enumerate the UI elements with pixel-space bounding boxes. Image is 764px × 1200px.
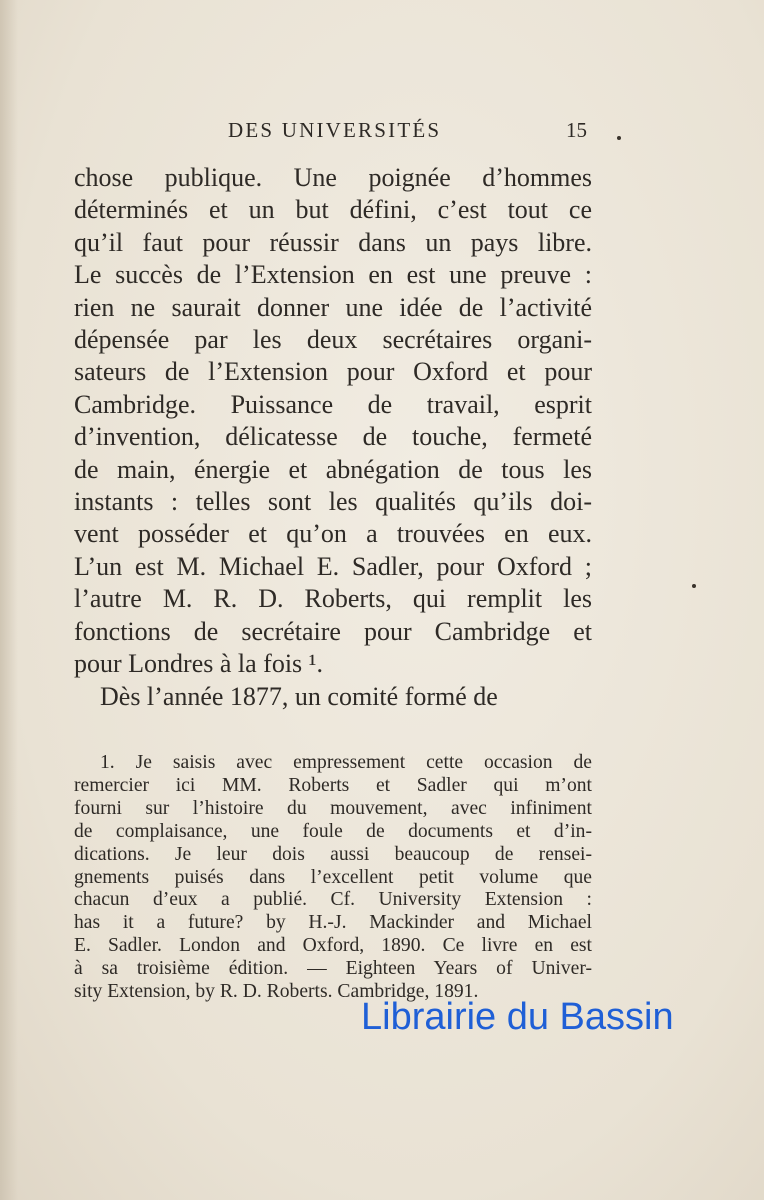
- footnote-line: remercier ici MM. Roberts et Sadler qui m’ont: [74, 774, 592, 796]
- text-line: chose publique. Une poignée d’hommes: [74, 163, 592, 192]
- text-line: fonctions de secrétaire pour Cambridge et: [74, 616, 592, 646]
- footnote-line: dications. Je leur dois aussi beaucoup de rensei-: [74, 843, 592, 865]
- text-line: Dès l’année 1877, un comité formé de: [100, 681, 498, 711]
- text-line: de main, énergie et abnégation de tous les: [74, 454, 592, 484]
- footnote-line: 1. Je saisis avec empressement cette occasion de: [100, 752, 592, 773]
- text-line: qu’il faut pour réussir dans un pays libre.: [74, 227, 592, 257]
- page-gutter-shadow: [0, 0, 18, 1200]
- text-line: vent posséder et qu’on a trouvées en eux.: [74, 519, 592, 549]
- paper-speck: [617, 136, 621, 140]
- main-text: [74, 162, 592, 713]
- footnote-line: has it a future? by H.-J. Mackinder and Michael: [74, 912, 592, 934]
- text-line: d’invention, délicatesse de touche, fermeté: [74, 422, 592, 452]
- paper-speck: [692, 584, 696, 588]
- text-line: sateurs de l’Extension pour Oxford et pour: [74, 357, 592, 387]
- text-line: l’autre M. R. D. Roberts, qui remplit les: [74, 584, 592, 614]
- page-header: [0, 118, 764, 148]
- footnote-line: E. Sadler. London and Oxford, 1890. Ce livre en est: [74, 935, 592, 957]
- text-line: déterminés et un but défini, c’est tout ce: [74, 195, 592, 225]
- footnote-line: sity Extension, by R. D. Roberts. Cambridge, 1891.: [74, 981, 479, 1003]
- text-line: L’un est M. Michael E. Sadler, pour Oxford ;: [74, 551, 592, 581]
- footnote-block: [74, 752, 592, 1004]
- text-line: dépensée par les deux secrétaires organi-: [74, 325, 592, 355]
- text-line: rien ne saurait donner une idée de l’activité: [74, 292, 592, 322]
- watermark: Librairie du Bassin: [361, 996, 674, 1038]
- text-line: pour Londres à la fois ¹.: [74, 649, 323, 679]
- footnote-line: chacun d’eux a publié. Cf. University Extension :: [74, 889, 592, 911]
- running-head: DES UNIVERSITÉS: [228, 118, 442, 142]
- footnote-line: de complaisance, une foule de documents et d’in-: [74, 820, 592, 842]
- footnote-line: fourni sur l’histoire du mouvement, avec infiniment: [74, 797, 592, 819]
- text-line: instants : telles sont les qualités qu’ils doi-: [74, 487, 592, 517]
- text-line: Cambridge. Puissance de travail, esprit: [74, 389, 592, 419]
- text-line: Le succès de l’Extension en est une preuve :: [74, 260, 592, 290]
- page-number: 15: [566, 118, 587, 142]
- footnote-line: gnements puisés dans l’excellent petit volume que: [74, 866, 592, 888]
- footnote-line: à sa troisième édition. — Eighteen Years of Univer-: [74, 958, 592, 980]
